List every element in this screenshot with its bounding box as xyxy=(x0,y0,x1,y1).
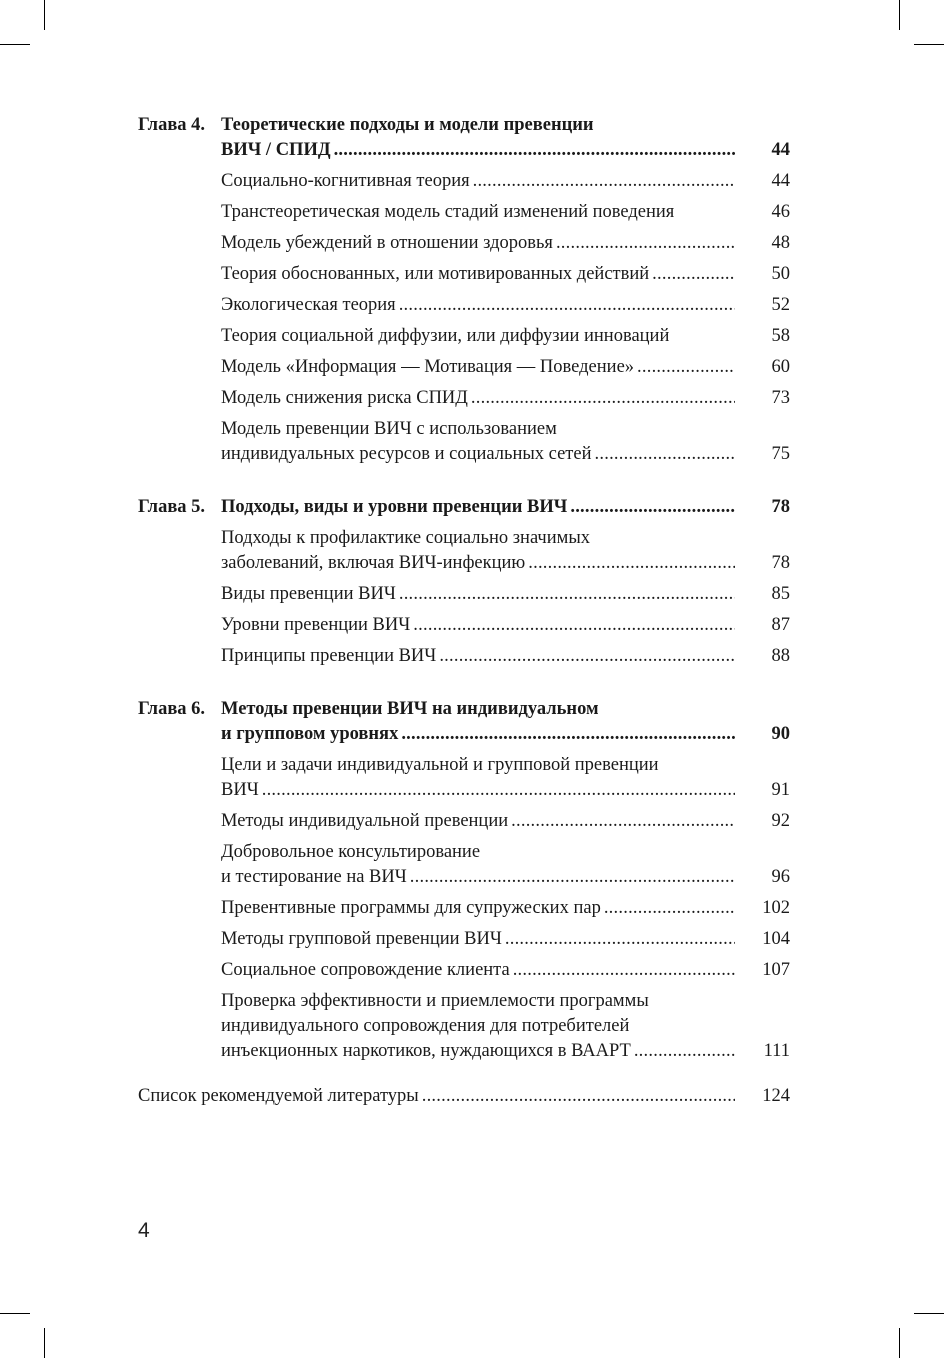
section-gap xyxy=(138,473,790,495)
toc-entry[interactable] xyxy=(138,809,790,834)
toc-entry[interactable] xyxy=(138,386,790,411)
entry-title: Принципы превенции ВИЧ xyxy=(221,646,437,666)
toc-entry[interactable] xyxy=(138,989,790,1064)
entry-title: Превентивные программы для супружеских пар xyxy=(221,898,601,918)
page-ref: 44 xyxy=(771,140,790,160)
table-of-contents xyxy=(138,113,790,1109)
dot-leader xyxy=(505,927,735,952)
crop-mark xyxy=(0,44,30,45)
page-ref: 92 xyxy=(771,811,790,831)
entry-title: Теория обоснованных, или мотивированных действий xyxy=(221,264,650,284)
dot-leader xyxy=(439,644,735,669)
chapter-5-heading[interactable] xyxy=(138,495,790,520)
entry-title: Модель снижения риска СПИД xyxy=(221,388,468,408)
entry-title: Методы групповой превенции ВИЧ xyxy=(221,929,502,949)
toc-entry[interactable] xyxy=(138,262,790,287)
dot-leader xyxy=(471,386,735,411)
page-ref: 96 xyxy=(771,867,790,887)
crop-mark xyxy=(44,0,45,30)
toc-entry[interactable] xyxy=(138,231,790,256)
page-ref: 85 xyxy=(771,584,790,604)
entry-title: Методы индивидуальной превенции xyxy=(221,811,509,831)
entry-title: Теория социальной диффузии, или диффузии инноваций xyxy=(221,326,670,346)
dot-leader xyxy=(637,355,735,380)
page-ref: 90 xyxy=(771,724,790,744)
chapter-title-line: Теоретические подходы и модели превенции xyxy=(221,115,594,135)
toc-entry[interactable] xyxy=(138,927,790,952)
toc-entry[interactable] xyxy=(138,355,790,380)
entry-title: Экологическая теория xyxy=(221,295,396,315)
chapter-label: Глава 4. xyxy=(138,115,206,135)
crop-mark xyxy=(899,1328,900,1358)
entry-title: Список рекомендуемой литературы xyxy=(138,1086,419,1106)
entry-title: Социально-когнитивная теория xyxy=(221,171,470,191)
entry-title: Модель убеждений в отношении здоровья xyxy=(221,233,553,253)
crop-mark xyxy=(914,44,944,45)
dot-leader xyxy=(334,138,735,163)
dot-leader xyxy=(410,865,735,890)
entry-title: инъекционных наркотиков, нуждающихся в ВААРТ xyxy=(221,1041,631,1061)
page-ref: 104 xyxy=(762,929,790,949)
crop-mark xyxy=(914,1313,944,1314)
page-ref: 87 xyxy=(771,615,790,635)
page-ref: 91 xyxy=(771,780,790,800)
page-ref: 52 xyxy=(771,295,790,315)
bibliography-entry[interactable] xyxy=(138,1084,790,1109)
entry-title-line: Проверка эффективности и приемлемости программы xyxy=(221,991,649,1011)
crop-mark xyxy=(44,1328,45,1358)
chapter-title-line: Подходы, виды и уровни превенции ВИЧ xyxy=(221,497,568,517)
chapter-title-line: ВИЧ / СПИД xyxy=(221,140,331,160)
toc-entry[interactable] xyxy=(138,753,790,803)
page-ref: 78 xyxy=(771,553,790,573)
toc-entry[interactable] xyxy=(138,324,790,349)
page-ref: 124 xyxy=(762,1086,790,1106)
dot-leader xyxy=(528,551,735,576)
entry-title-line: Добровольное консультирование xyxy=(221,842,481,862)
entry-title-line: Подходы к профилактике социально значимых xyxy=(221,528,591,548)
page-ref: 50 xyxy=(771,264,790,284)
dot-leader xyxy=(413,613,735,638)
dot-leader xyxy=(652,262,735,287)
dot-leader xyxy=(399,293,735,318)
dot-leader xyxy=(422,1084,735,1109)
page-ref: 107 xyxy=(762,960,790,980)
dot-leader xyxy=(513,958,735,983)
chapter-title-line: и групповом уровнях xyxy=(221,724,399,744)
entry-title-line: Цели и задачи индивидуальной и групповой превенции xyxy=(221,755,659,775)
entry-title: Модель «Информация — Мотивация — Поведение» xyxy=(221,357,635,377)
toc-entry[interactable] xyxy=(138,896,790,921)
dot-leader xyxy=(473,169,735,194)
dot-leader xyxy=(634,1039,735,1064)
dot-leader xyxy=(595,442,735,467)
dot-leader xyxy=(570,495,735,520)
dot-leader xyxy=(604,896,735,921)
entry-title: Уровни превенции ВИЧ xyxy=(221,615,411,635)
chapter-4-heading[interactable] xyxy=(138,113,790,163)
section-gap xyxy=(138,1070,790,1084)
page-ref: 58 xyxy=(771,326,790,346)
toc-entry[interactable] xyxy=(138,169,790,194)
entry-title: ВИЧ xyxy=(221,780,259,800)
entry-title: и тестирование на ВИЧ xyxy=(221,867,407,887)
crop-mark xyxy=(899,0,900,30)
page-number: 4 xyxy=(138,1219,150,1242)
entry-title: заболеваний, включая ВИЧ-инфекцию xyxy=(221,553,526,573)
chapter-6-heading[interactable] xyxy=(138,697,790,747)
page-ref: 111 xyxy=(763,1041,790,1061)
chapter-title-line: Методы превенции ВИЧ на индивидуальном xyxy=(221,699,599,719)
section-gap xyxy=(138,675,790,697)
page-ref: 102 xyxy=(762,898,790,918)
page-ref: 73 xyxy=(771,388,790,408)
toc-entry[interactable] xyxy=(138,840,790,890)
page-ref: 88 xyxy=(771,646,790,666)
page-ref: 60 xyxy=(771,357,790,377)
toc-entry[interactable] xyxy=(138,613,790,638)
toc-entry[interactable] xyxy=(138,417,790,467)
page-ref: 75 xyxy=(771,444,790,464)
page-ref: 46 xyxy=(771,202,790,222)
dot-leader xyxy=(511,809,735,834)
chapter-label: Глава 5. xyxy=(138,497,206,517)
dot-leader xyxy=(399,582,735,607)
dot-leader xyxy=(262,778,735,803)
dot-leader xyxy=(556,231,735,256)
toc-entry[interactable] xyxy=(138,526,790,576)
toc-entry[interactable] xyxy=(138,958,790,983)
entry-title-line: индивидуального сопровождения для потребителей xyxy=(221,1016,630,1036)
entry-title: индивидуальных ресурсов и социальных сетей xyxy=(221,444,592,464)
page-ref: 78 xyxy=(771,497,790,517)
toc-entry[interactable] xyxy=(138,582,790,607)
dot-leader xyxy=(401,722,735,747)
chapter-label: Глава 6. xyxy=(138,699,206,719)
toc-entry[interactable] xyxy=(138,293,790,318)
toc-entry[interactable] xyxy=(138,644,790,669)
page-ref: 44 xyxy=(771,171,790,191)
crop-mark xyxy=(0,1313,30,1314)
entry-title-line: Модель превенции ВИЧ с использованием xyxy=(221,419,557,439)
toc-entry[interactable] xyxy=(138,200,790,225)
page-ref: 48 xyxy=(771,233,790,253)
entry-title: Транстеоретическая модель стадий изменений поведения xyxy=(221,202,675,222)
entry-title: Виды превенции ВИЧ xyxy=(221,584,396,604)
entry-title: Социальное сопровождение клиента xyxy=(221,960,510,980)
